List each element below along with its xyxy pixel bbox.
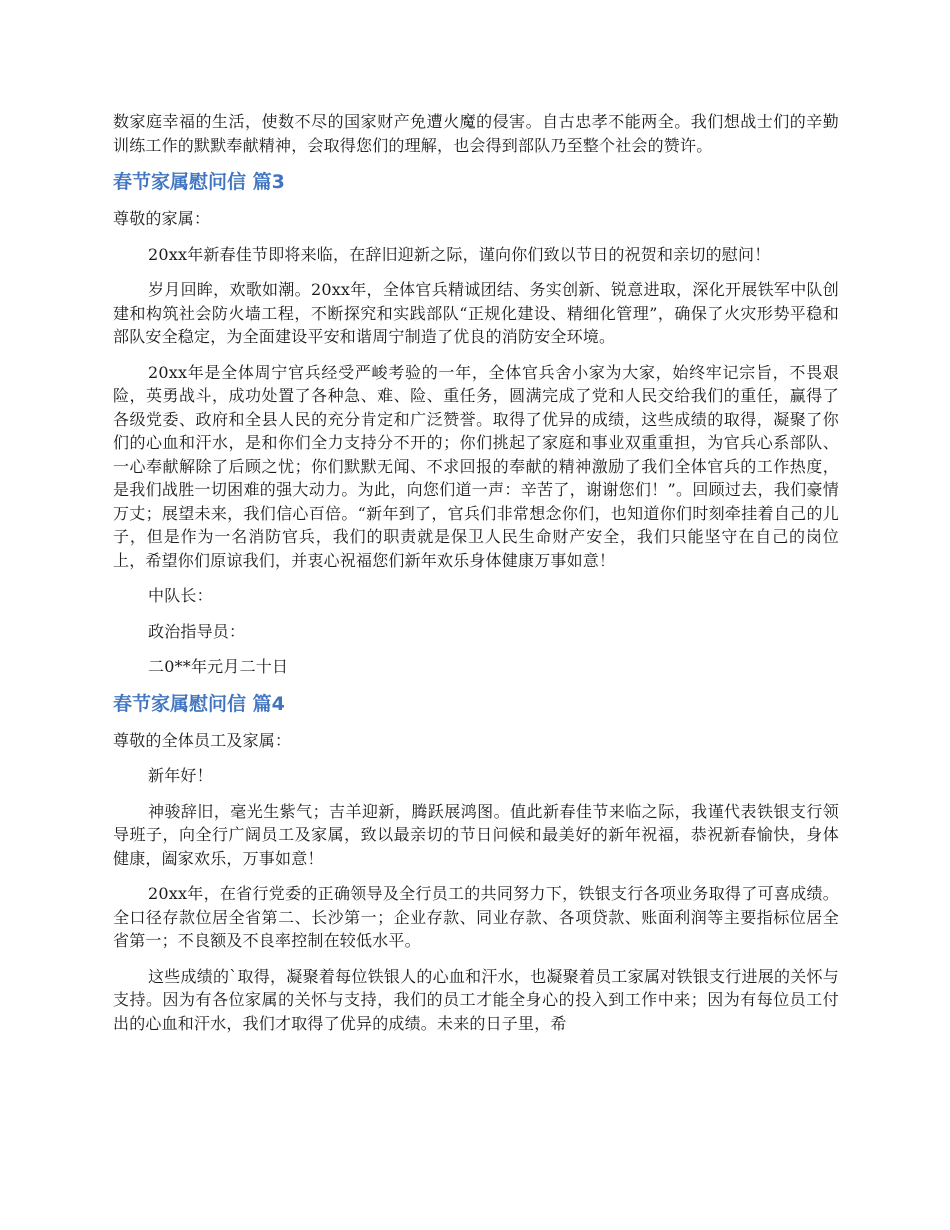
document-page	[113, 110, 839, 1047]
section3-salutation: 尊敬的家属：	[113, 209, 211, 228]
section4-greeting: 新年好！	[148, 766, 213, 785]
section3-paragraph: 20xx年新春佳节即将来临，在辞旧迎新之际，谨向你们致以节日的祝贺和亲切的慰问！	[148, 244, 771, 264]
section4-paragraph: 20xx年，在省行党委的正确领导及全行员工的共同努力下，铁银支行各项业务取得了可喜成绩。全口径存款位居全省第二、长沙第一；企业存款、同业存款、各项贷款、账面利润等主要指标位居全省第一；不良额及不良率控制在较低水平。	[113, 884, 839, 950]
section3-signature-instructor: 政治指导员：	[148, 621, 246, 641]
section3-heading: 春节家属慰问信 篇3	[113, 171, 285, 193]
section4-heading: 春节家属慰问信 篇4	[113, 692, 285, 715]
section4-paragraph: 神骏辞旧，毫光生紫气；吉羊迎新，腾跃展鸿图。值此新春佳节来临之际，我谨代表铁银支行领导班子，向全行广阔员工及家属，致以最亲切的节日问候和最美好的新年祝福，恭祝新春愉快，身体健康，阖家欢乐，万事如意！	[113, 801, 839, 868]
section3-signature-captain: 中队长：	[148, 586, 213, 605]
intro-paragraph: 数家庭幸福的生活，使数不尽的国家财产免遭火魔的侵害。自古忠孝不能两全。我们想战士们的辛勤训练工作的默默奉献精神，会取得您们的理解，也会得到部队乃至整个社会的赞许。	[113, 112, 839, 155]
section4-paragraph: 这些成绩的`取得，凝聚着每位铁银人的心血和汗水，也凝聚着员工家属对铁银支行进展的关怀与支持。因为有各位家属的关怀与支持，我们的员工才能全身心的投入到工作中来；因为有每位员工付出的心血和汗水，我们才取得了优异的成绩。未来的日子里，希	[113, 966, 839, 1033]
section3-date: 二0**年元月二十日	[148, 657, 289, 676]
section3-paragraph: 岁月回眸，欢歌如潮。20xx年，全体官兵精诚团结、务实创新、锐意进取，深化开展铁军中队创建和构筑社会防火墙工程，不断探究和实践部队“正规化建设、精细化管理”，确保了火灾形势平稳和部队安全稳定，为全面建设平安和谐周宁制造了优良的消防安全环境。	[113, 280, 839, 346]
section4-salutation: 尊敬的全体员工及家属：	[113, 730, 292, 750]
section3-paragraph: 20xx年是全体周宁官兵经受严峻考验的一年，全体官兵舍小家为大家，始终牢记宗旨，不畏艰险，英勇战斗，成功处置了各种急、难、险、重任务，圆满完成了党和人民交给我们的重任，赢得了各级党委、政府和全县人民的充分肯定和广泛赞誉。取得了优异的成绩，这些成绩的取得，凝聚了你们的心血和汗水，是和你们全力支持分不开的；你们挑起了家庭和事业双重重担，为官兵心系部队、一心奉献解除了后顾之忧；你们默默无闻、不求回报的奉献的精神激励了我们全体官兵的工作热度，是我们战胜一切困难的强大动力。为此，向您们道一声：辛苦了，谢谢您们！”。回顾过去，我们豪情万丈；展望未来，我们信心百倍。“新年到了，官兵们非常想念你们，也知道你们时刻牵挂着自己的儿子，但是作为一名消防官兵，我们的职责就是保卫人民生命财产安全，我们只能坚守在自己的岗位上，希望你们原谅我们，并衷心祝福您们新年欢乐身体健康万事如意！	[113, 362, 839, 570]
